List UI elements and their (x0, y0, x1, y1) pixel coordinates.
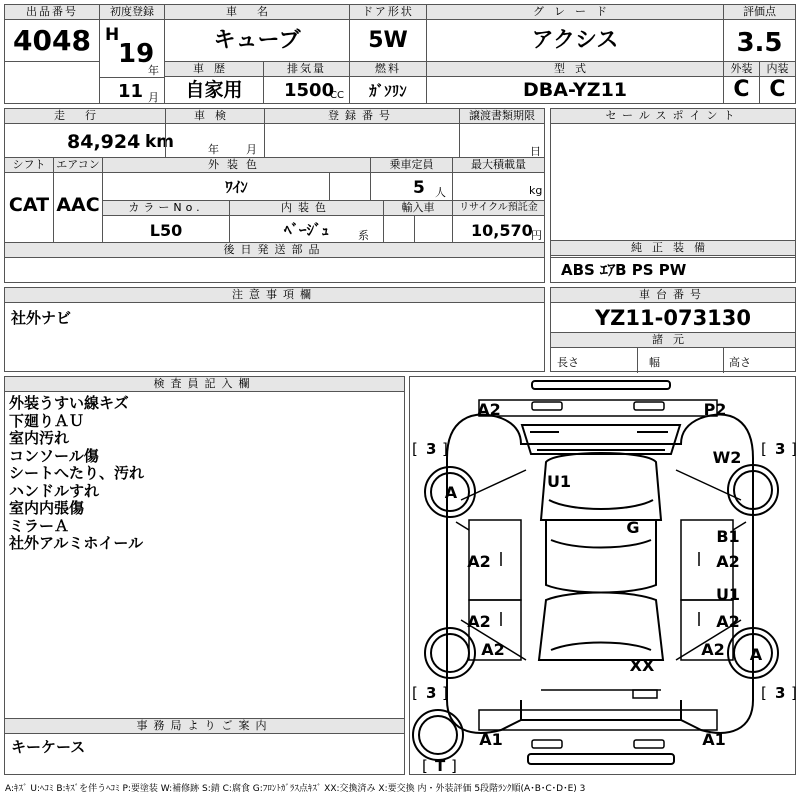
tire-bracket: [ (412, 684, 418, 702)
sales-point-label: セールスポイント (551, 109, 795, 124)
specs-label: 諸元 (551, 332, 795, 348)
lot-number-blank (4, 61, 100, 104)
notes-label: 注意事項欄 (5, 288, 544, 303)
office-box (4, 718, 405, 775)
aircon-label: エアコン (54, 158, 102, 173)
chassis-number: YZ11-073130 (594, 306, 752, 330)
transfer-deadline-label: 譲渡書類期限 (460, 109, 544, 124)
damage-mark: P2 (703, 400, 727, 419)
model-label: 型式 (427, 62, 723, 77)
recycle-label: リサイクル預託金 (453, 201, 544, 216)
legend: A:ｷｽﾞ U:ﾍｺﾐ B:ｷｽﾞを伴うﾍｺﾐ P:要塗装 W:補修跡 S:錆 C:腐食 G:ﾌﾛﾝﾄｶﾞﾗｽ点ｷｽﾞ XX:交換済み X:要交換 内・外装評価 5段階ﾗﾝｸ順(A･B･C･D･E) 3 (5, 784, 586, 794)
score: 3.5 (736, 28, 783, 58)
model: DBA-YZ11 (522, 79, 628, 101)
transfer-day-unit: 日 (530, 145, 541, 158)
damage-mark: A2 (716, 612, 740, 631)
fuel-label: 燃料 (350, 62, 426, 77)
inspector-line: シートへたり、汚れ (9, 464, 145, 482)
tire-bracket: [ (422, 757, 428, 775)
inspector-line: 室内汚れ (9, 429, 70, 447)
spec-width: 幅 (649, 356, 660, 369)
later-parts-box (4, 242, 545, 283)
damage-mark: B1 (716, 527, 740, 546)
max-load-box (452, 157, 545, 201)
aircon: AAC (56, 194, 100, 216)
recycle-box (452, 200, 545, 243)
interior-color: ﾍﾞｰｼﾞｭ (283, 221, 329, 239)
interior-color-box (229, 200, 384, 243)
damage-mark: A (444, 483, 458, 502)
tire-bracket: [ (412, 440, 418, 458)
tire-mark: T (435, 757, 446, 775)
tire-bracket: ] (451, 757, 457, 775)
damage-mark: A1 (479, 730, 503, 749)
equipment-box (550, 240, 796, 283)
history: 自家用 (185, 79, 243, 101)
score-box (723, 4, 796, 62)
tire-mark: 3 (426, 440, 437, 458)
exterior-color: ﾜｲﾝ (225, 178, 248, 196)
tire-bracket: ] (442, 684, 448, 702)
inspector-line: 外装うすい線キズ (9, 394, 129, 412)
exterior-color-label: 外装色 (103, 158, 370, 173)
tire-bracket: [ (761, 684, 767, 702)
tire-bracket: ] (791, 440, 797, 458)
tire-mark: 3 (775, 440, 786, 458)
capacity-box (370, 157, 453, 201)
car-name-box (164, 4, 350, 62)
tire-mark: 3 (775, 684, 786, 702)
chassis-label: 車台番号 (551, 288, 795, 303)
year-unit: 年 (148, 64, 159, 77)
cc-unit: CC (330, 90, 344, 101)
registration-year: 19 (118, 39, 155, 69)
car-name-label: 車名 (165, 5, 349, 20)
grade-box (426, 4, 724, 62)
displacement: 1500 (284, 80, 335, 101)
max-load-unit: kg (529, 184, 543, 197)
door-type: 5W (368, 28, 408, 53)
tire-bracket: ] (791, 684, 797, 702)
spec-height: 高さ (729, 356, 751, 369)
inspector-line: コンソール傷 (9, 446, 99, 465)
door-box (349, 4, 427, 62)
notes-text: 社外ナビ (11, 309, 72, 327)
spec-length: 長さ (557, 356, 579, 369)
exterior-grade: C (733, 77, 750, 102)
damage-mark: XX (629, 656, 655, 675)
aircon-box (53, 157, 103, 243)
inspection-label: 車検 (166, 109, 264, 124)
transfer-deadline-box (459, 108, 545, 158)
damage-mark: A2 (467, 552, 491, 571)
displacement-label: 排気量 (264, 62, 349, 77)
mileage-label: 走行 (5, 109, 165, 124)
recycle-fee: 10,570 (471, 221, 533, 240)
lot-number-box (4, 4, 100, 62)
color-number-label: カラーNo. (103, 201, 229, 216)
tire-mark: 3 (426, 684, 437, 702)
inspector-line: 社外アルミホイール (9, 534, 144, 552)
first-registration-label: 初度登録 (100, 5, 164, 20)
interior-color-label: 内装色 (230, 201, 383, 216)
shift-label: シフト (5, 158, 53, 173)
registration-month: 11 (118, 81, 144, 102)
interior-color-unit: 系 (358, 229, 369, 242)
displacement-box (263, 61, 350, 104)
damage-mark: W2 (712, 448, 742, 467)
damage-mark: A2 (481, 640, 505, 659)
era: H (105, 25, 120, 45)
capacity: 5 (413, 178, 425, 198)
damage-mark: A2 (467, 612, 491, 631)
fuel-box (349, 61, 427, 104)
inspector-line: 室内内張傷 (9, 499, 85, 517)
damage-mark: A2 (701, 640, 725, 659)
interior-label: 内装 (760, 62, 795, 77)
tire-bracket: [ (761, 440, 767, 458)
model-box (426, 61, 724, 104)
inspector-line: ハンドルすれ (9, 481, 100, 500)
inspection-month-unit: 月 (246, 143, 257, 156)
equipment-label: 純正装備 (551, 241, 795, 256)
damage-mark: A2 (716, 552, 740, 571)
shift-box (4, 157, 54, 243)
car-name: キューブ (213, 28, 301, 53)
grade: アクシス (531, 28, 619, 53)
capacity-label: 乗車定員 (371, 158, 452, 173)
interior-grade: C (769, 77, 786, 102)
month-unit: 月 (148, 91, 159, 104)
chassis-box (550, 287, 796, 372)
capacity-unit: 人 (435, 186, 446, 199)
damage-mark: A1 (702, 730, 726, 749)
import-box (383, 200, 453, 243)
exterior-box (723, 61, 760, 104)
damage-mark: A2 (477, 400, 501, 419)
inspector-box (4, 376, 405, 719)
history-box (164, 61, 264, 104)
import-label: 輸入車 (384, 201, 452, 216)
lot-number-label: 出品番号 (5, 5, 99, 20)
mileage-unit: km (145, 132, 175, 152)
inspection-year-unit: 年 (208, 143, 219, 156)
later-parts-label: 後日発送部品 (5, 243, 544, 258)
exterior-color-box (102, 157, 371, 201)
recycle-unit: 円 (531, 229, 542, 242)
inspector-notes (9, 395, 144, 553)
damage-mark: A (749, 645, 763, 664)
first-registration-box (99, 4, 165, 104)
inspection-box (165, 108, 265, 158)
notes-box (4, 287, 545, 372)
mileage-box (4, 108, 175, 158)
exterior-label: 外装 (724, 62, 759, 77)
door-label: ドア形状 (350, 5, 426, 20)
inspector-line: ミラーＡ (9, 516, 70, 535)
max-load-label: 最大積載量 (453, 158, 544, 173)
inspector-line: 下廻りＡＵ (9, 411, 85, 430)
score-label: 評価点 (724, 5, 795, 20)
damage-mark: U1 (715, 585, 741, 604)
interior-box (759, 61, 796, 104)
damage-mark: G (626, 518, 640, 537)
office-text: キーケース (11, 738, 86, 756)
office-label: 事務局よりご案内 (5, 719, 404, 734)
registration-number-label: 登録番号 (265, 109, 459, 124)
grade-label: グレード (427, 5, 723, 20)
damage-mark: U1 (546, 472, 572, 491)
inspector-label: 検査員記入欄 (5, 377, 404, 392)
lot-number: 4048 (13, 24, 91, 57)
shift: CAT (8, 194, 50, 216)
car-damage-diagram (410, 377, 795, 774)
history-label: 車歴 (165, 62, 263, 77)
damage-diagram-box (409, 376, 796, 775)
color-number-box (102, 200, 230, 243)
tire-bracket: ] (442, 440, 448, 458)
registration-number-box (264, 108, 460, 158)
color-number: L50 (149, 221, 183, 240)
equipment: ABS ｴｱB PS PW (561, 261, 687, 279)
fuel: ｶﾞｿﾘﾝ (369, 82, 407, 100)
sales-point-box (550, 108, 796, 258)
mileage: 84,924 (67, 131, 141, 153)
